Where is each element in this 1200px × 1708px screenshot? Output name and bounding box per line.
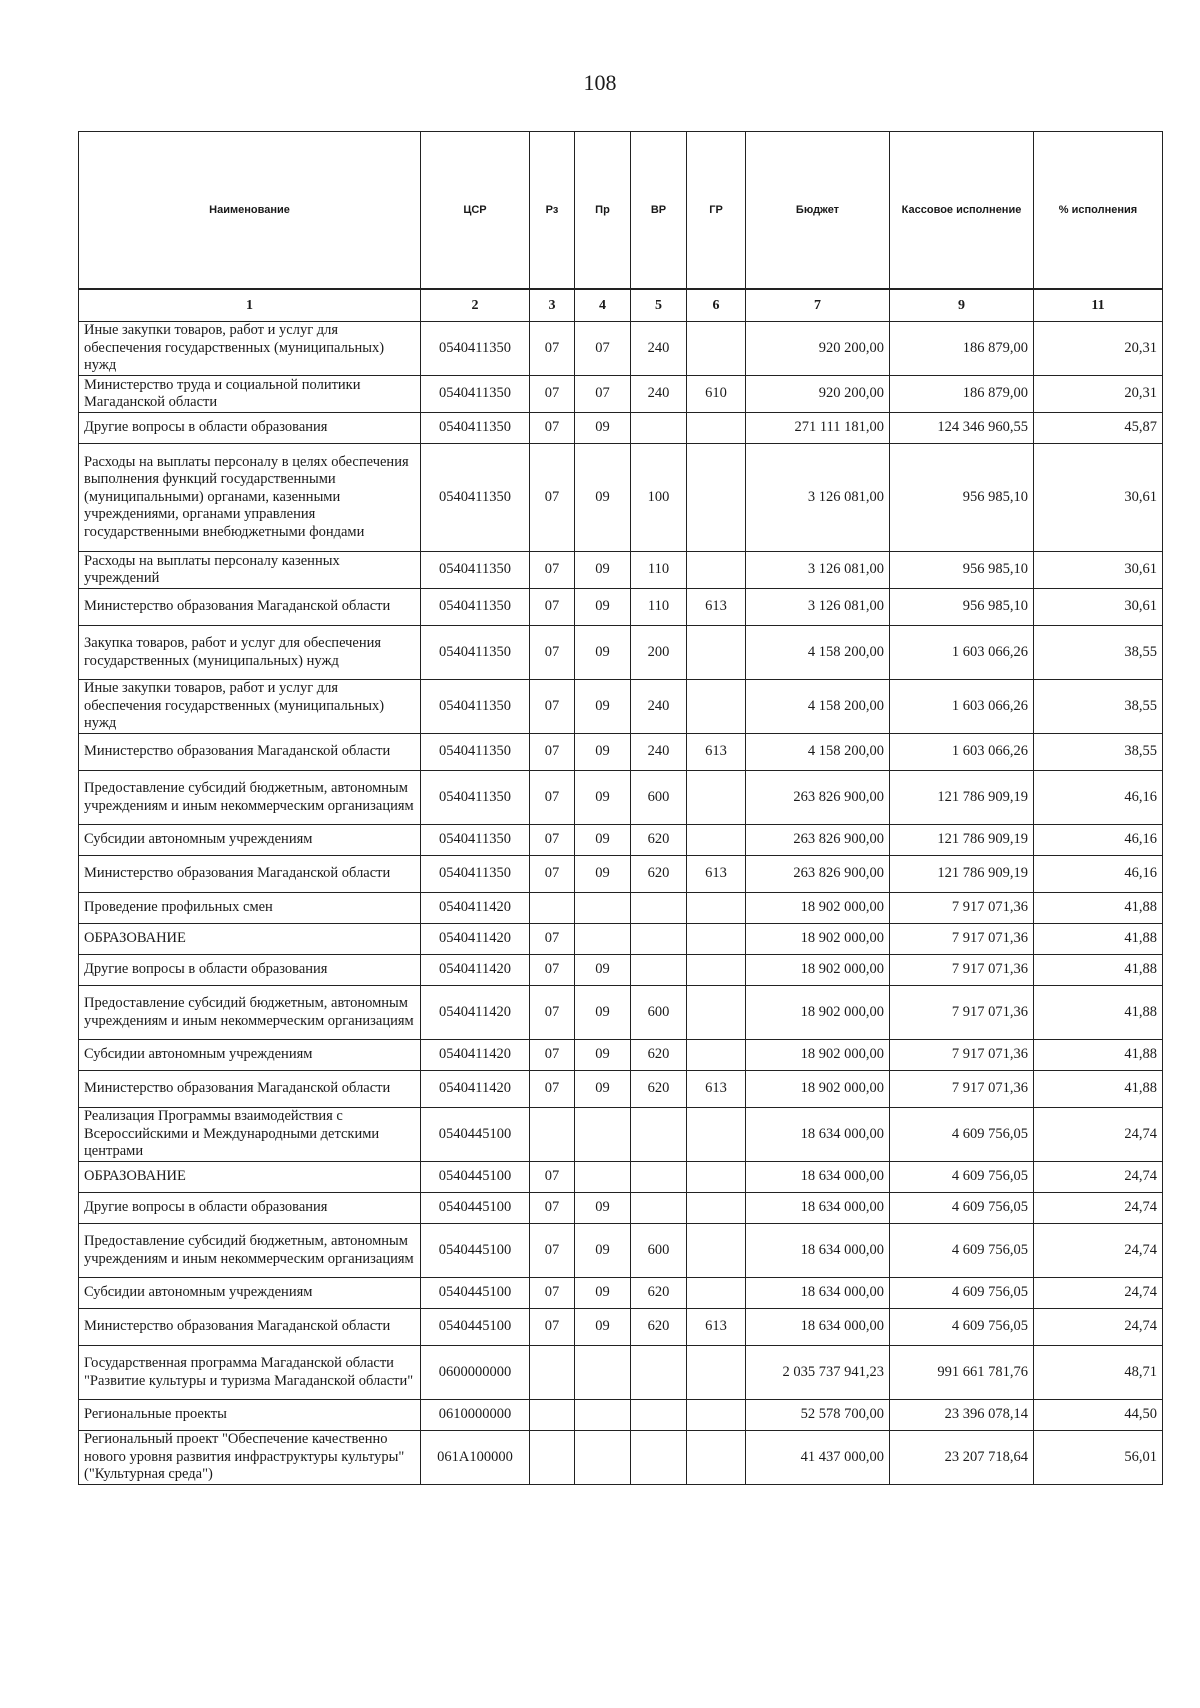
row-rz [530, 1108, 575, 1162]
row-budget: 4 158 200,00 [746, 734, 890, 771]
table-row [79, 825, 1163, 856]
row-gr [687, 680, 746, 734]
row-name: Реализация Программы взаимодействия с Всероссийскими и Международными детскими центрами [79, 1108, 421, 1162]
row-cash: 956 985,10 [890, 552, 1034, 589]
row-cash: 23 207 718,64 [890, 1431, 1034, 1485]
row-rz: 07 [530, 771, 575, 825]
row-vr: 620 [631, 856, 687, 893]
header-gr: ГР [687, 132, 746, 290]
row-name: Расходы на выплаты персоналу казенных учреждений [79, 552, 421, 589]
row-rz: 07 [530, 1193, 575, 1224]
row-gr [687, 413, 746, 444]
row-csr: 061A100000 [421, 1431, 530, 1485]
row-vr [631, 413, 687, 444]
table-row [79, 1309, 1163, 1346]
row-pr [575, 1431, 631, 1485]
row-rz: 07 [530, 376, 575, 413]
row-name: Субсидии автономным учреждениям [79, 1278, 421, 1309]
row-csr: 0540411350 [421, 734, 530, 771]
header-row [79, 132, 1163, 290]
row-csr: 0540445100 [421, 1224, 530, 1278]
row-budget: 2 035 737 941,23 [746, 1346, 890, 1400]
budget-execution-table [78, 131, 1163, 1485]
row-budget: 920 200,00 [746, 376, 890, 413]
table-row [79, 376, 1163, 413]
table-row [79, 734, 1163, 771]
header-cash-execution: Кассовое исполнение [890, 132, 1034, 290]
row-cash: 121 786 909,19 [890, 771, 1034, 825]
row-pct: 30,61 [1034, 552, 1163, 589]
row-name: Предоставление субсидий бюджетным, автономным учреждениям и иным некоммерческим организациям [79, 986, 421, 1040]
row-vr: 240 [631, 680, 687, 734]
row-pct: 41,88 [1034, 893, 1163, 924]
row-rz: 07 [530, 734, 575, 771]
row-csr: 0540445100 [421, 1108, 530, 1162]
row-cash: 7 917 071,36 [890, 924, 1034, 955]
column-number: 1 [79, 289, 421, 322]
row-vr [631, 924, 687, 955]
row-pct: 56,01 [1034, 1431, 1163, 1485]
row-pct: 24,74 [1034, 1278, 1163, 1309]
row-gr [687, 626, 746, 680]
row-pr: 09 [575, 1040, 631, 1071]
row-pct: 44,50 [1034, 1400, 1163, 1431]
table-row [79, 1162, 1163, 1193]
row-name: ОБРАЗОВАНИЕ [79, 1162, 421, 1193]
row-vr: 620 [631, 1278, 687, 1309]
row-gr [687, 1193, 746, 1224]
column-number: 7 [746, 289, 890, 322]
row-pct: 45,87 [1034, 413, 1163, 444]
row-budget: 18 634 000,00 [746, 1162, 890, 1193]
row-name: Министерство образования Магаданской области [79, 1071, 421, 1108]
row-pr [575, 1162, 631, 1193]
table-row [79, 1346, 1163, 1400]
row-gr [687, 1346, 746, 1400]
row-vr: 100 [631, 444, 687, 552]
row-vr: 620 [631, 825, 687, 856]
row-name: Министерство образования Магаданской области [79, 856, 421, 893]
row-name: Министерство образования Магаданской области [79, 589, 421, 626]
row-pct: 20,31 [1034, 322, 1163, 376]
row-gr [687, 1400, 746, 1431]
row-rz: 07 [530, 1224, 575, 1278]
row-name: Закупка товаров, работ и услуг для обеспечения государственных (муниципальных) нужд [79, 626, 421, 680]
row-budget: 18 634 000,00 [746, 1108, 890, 1162]
column-number: 9 [890, 289, 1034, 322]
row-cash: 7 917 071,36 [890, 1040, 1034, 1071]
row-csr: 0540411420 [421, 893, 530, 924]
row-pr: 09 [575, 1224, 631, 1278]
table-row [79, 413, 1163, 444]
row-cash: 1 603 066,26 [890, 680, 1034, 734]
row-gr [687, 1108, 746, 1162]
row-rz: 07 [530, 589, 575, 626]
row-name: ОБРАЗОВАНИЕ [79, 924, 421, 955]
row-vr [631, 1431, 687, 1485]
row-gr [687, 552, 746, 589]
row-pct: 24,74 [1034, 1162, 1163, 1193]
row-cash: 4 609 756,05 [890, 1278, 1034, 1309]
row-vr: 600 [631, 986, 687, 1040]
row-rz [530, 1346, 575, 1400]
table-row [79, 1040, 1163, 1071]
row-csr: 0540445100 [421, 1309, 530, 1346]
row-vr: 200 [631, 626, 687, 680]
row-rz [530, 1431, 575, 1485]
row-budget: 18 902 000,00 [746, 924, 890, 955]
row-rz: 07 [530, 680, 575, 734]
row-cash: 121 786 909,19 [890, 825, 1034, 856]
row-gr: 613 [687, 589, 746, 626]
row-csr: 0540411350 [421, 552, 530, 589]
row-budget: 18 902 000,00 [746, 986, 890, 1040]
row-budget: 3 126 081,00 [746, 589, 890, 626]
row-name: Субсидии автономным учреждениям [79, 1040, 421, 1071]
table-row [79, 1400, 1163, 1431]
table-row [79, 1071, 1163, 1108]
row-pr: 09 [575, 856, 631, 893]
header-rz: Рз [530, 132, 575, 290]
row-csr: 0540411350 [421, 589, 530, 626]
row-pr [575, 1108, 631, 1162]
row-cash: 124 346 960,55 [890, 413, 1034, 444]
row-gr [687, 924, 746, 955]
row-pct: 24,74 [1034, 1309, 1163, 1346]
row-name: Иные закупки товаров, работ и услуг для обеспечения государственных (муниципальных) нужд [79, 680, 421, 734]
row-gr [687, 1162, 746, 1193]
header-vr: ВР [631, 132, 687, 290]
row-cash: 121 786 909,19 [890, 856, 1034, 893]
row-name: Другие вопросы в области образования [79, 1193, 421, 1224]
row-budget: 4 158 200,00 [746, 626, 890, 680]
row-pr [575, 1346, 631, 1400]
row-vr: 620 [631, 1071, 687, 1108]
row-pct: 41,88 [1034, 1071, 1163, 1108]
row-csr: 0540411350 [421, 771, 530, 825]
row-cash: 4 609 756,05 [890, 1193, 1034, 1224]
row-csr: 0540411420 [421, 924, 530, 955]
row-rz: 07 [530, 924, 575, 955]
row-csr: 0540411350 [421, 413, 530, 444]
table-row [79, 589, 1163, 626]
row-pr: 09 [575, 680, 631, 734]
row-vr: 110 [631, 552, 687, 589]
row-vr [631, 893, 687, 924]
row-name: Расходы на выплаты персоналу в целях обеспечения выполнения функций государственными (муниципальными) органами, казенными учреждениями, органами управления государственными внебюджетными фондами [79, 444, 421, 552]
header-budget: Бюджет [746, 132, 890, 290]
row-pr: 09 [575, 825, 631, 856]
row-pr: 07 [575, 376, 631, 413]
row-csr: 0540411420 [421, 1040, 530, 1071]
row-pct: 41,88 [1034, 986, 1163, 1040]
row-pr: 07 [575, 322, 631, 376]
table-row [79, 680, 1163, 734]
column-number: 2 [421, 289, 530, 322]
row-vr: 240 [631, 376, 687, 413]
row-pct: 30,61 [1034, 444, 1163, 552]
row-gr: 613 [687, 856, 746, 893]
row-gr: 610 [687, 376, 746, 413]
row-cash: 7 917 071,36 [890, 986, 1034, 1040]
row-pct: 38,55 [1034, 626, 1163, 680]
table-row [79, 552, 1163, 589]
row-rz: 07 [530, 986, 575, 1040]
row-gr [687, 1040, 746, 1071]
row-pct: 46,16 [1034, 771, 1163, 825]
row-vr [631, 1346, 687, 1400]
row-budget: 18 634 000,00 [746, 1193, 890, 1224]
row-cash: 956 985,10 [890, 589, 1034, 626]
row-name: Предоставление субсидий бюджетным, автономным учреждениям и иным некоммерческим организациям [79, 771, 421, 825]
row-pr: 09 [575, 1193, 631, 1224]
row-pr: 09 [575, 1278, 631, 1309]
row-gr [687, 825, 746, 856]
row-pct: 41,88 [1034, 955, 1163, 986]
column-number: 11 [1034, 289, 1163, 322]
row-cash: 1 603 066,26 [890, 626, 1034, 680]
row-vr: 110 [631, 589, 687, 626]
table-row [79, 322, 1163, 376]
column-number: 6 [687, 289, 746, 322]
row-name: Министерство труда и социальной политики Магаданской области [79, 376, 421, 413]
row-vr [631, 1400, 687, 1431]
row-pct: 48,71 [1034, 1346, 1163, 1400]
row-name: Другие вопросы в области образования [79, 955, 421, 986]
page-number: 108 [583, 70, 617, 95]
row-cash: 186 879,00 [890, 322, 1034, 376]
row-name: Предоставление субсидий бюджетным, автономным учреждениям и иным некоммерческим организациям [79, 1224, 421, 1278]
row-pr: 09 [575, 1071, 631, 1108]
row-cash: 4 609 756,05 [890, 1224, 1034, 1278]
row-csr: 0540445100 [421, 1193, 530, 1224]
column-number: 5 [631, 289, 687, 322]
row-budget: 271 111 181,00 [746, 413, 890, 444]
row-gr [687, 955, 746, 986]
row-csr: 0600000000 [421, 1346, 530, 1400]
row-csr: 0540445100 [421, 1278, 530, 1309]
row-csr: 0540411350 [421, 376, 530, 413]
row-pr [575, 893, 631, 924]
row-cash: 991 661 781,76 [890, 1346, 1034, 1400]
row-rz: 07 [530, 1040, 575, 1071]
row-pct: 30,61 [1034, 589, 1163, 626]
row-pct: 38,55 [1034, 734, 1163, 771]
row-rz: 07 [530, 626, 575, 680]
row-csr: 0540411350 [421, 626, 530, 680]
row-rz [530, 893, 575, 924]
row-name: Другие вопросы в области образования [79, 413, 421, 444]
table-row [79, 1193, 1163, 1224]
row-gr: 613 [687, 1071, 746, 1108]
row-rz: 07 [530, 1309, 575, 1346]
table-row [79, 924, 1163, 955]
row-name: Министерство образования Магаданской области [79, 1309, 421, 1346]
row-pct: 41,88 [1034, 924, 1163, 955]
row-csr: 0540411350 [421, 322, 530, 376]
row-rz: 07 [530, 955, 575, 986]
row-vr [631, 955, 687, 986]
row-pct: 20,31 [1034, 376, 1163, 413]
row-gr [687, 322, 746, 376]
row-rz: 07 [530, 413, 575, 444]
row-budget: 263 826 900,00 [746, 771, 890, 825]
row-budget: 52 578 700,00 [746, 1400, 890, 1431]
row-cash: 7 917 071,36 [890, 893, 1034, 924]
row-csr: 0540411420 [421, 1071, 530, 1108]
row-vr: 600 [631, 771, 687, 825]
row-pr [575, 1400, 631, 1431]
row-pr: 09 [575, 444, 631, 552]
row-name: Иные закупки товаров, работ и услуг для обеспечения государственных (муниципальных) нужд [79, 322, 421, 376]
row-name: Проведение профильных смен [79, 893, 421, 924]
row-pr [575, 924, 631, 955]
row-budget: 18 634 000,00 [746, 1309, 890, 1346]
row-csr: 0610000000 [421, 1400, 530, 1431]
table-row [79, 444, 1163, 552]
row-cash: 1 603 066,26 [890, 734, 1034, 771]
row-pct: 24,74 [1034, 1193, 1163, 1224]
row-pct: 46,16 [1034, 825, 1163, 856]
row-pct: 41,88 [1034, 1040, 1163, 1071]
row-pr: 09 [575, 734, 631, 771]
row-csr: 0540445100 [421, 1162, 530, 1193]
row-gr [687, 771, 746, 825]
row-pct: 38,55 [1034, 680, 1163, 734]
row-cash: 186 879,00 [890, 376, 1034, 413]
row-pct: 24,74 [1034, 1224, 1163, 1278]
row-rz: 07 [530, 1278, 575, 1309]
row-gr [687, 893, 746, 924]
table-row [79, 1431, 1163, 1485]
column-number: 3 [530, 289, 575, 322]
table-row [79, 1108, 1163, 1162]
row-gr [687, 1278, 746, 1309]
row-gr: 613 [687, 734, 746, 771]
row-vr: 240 [631, 734, 687, 771]
row-csr: 0540411350 [421, 825, 530, 856]
row-gr [687, 444, 746, 552]
header-percent-execution: % исполнения [1034, 132, 1163, 290]
row-rz [530, 1400, 575, 1431]
row-vr [631, 1108, 687, 1162]
row-pr: 09 [575, 771, 631, 825]
row-pct: 24,74 [1034, 1108, 1163, 1162]
table-row [79, 955, 1163, 986]
row-budget: 18 634 000,00 [746, 1224, 890, 1278]
row-budget: 263 826 900,00 [746, 856, 890, 893]
row-vr: 600 [631, 1224, 687, 1278]
row-name: Министерство образования Магаданской области [79, 734, 421, 771]
column-number: 4 [575, 289, 631, 322]
row-csr: 0540411350 [421, 680, 530, 734]
row-gr: 613 [687, 1309, 746, 1346]
row-cash: 956 985,10 [890, 444, 1034, 552]
row-budget: 4 158 200,00 [746, 680, 890, 734]
row-vr: 620 [631, 1309, 687, 1346]
header-csr: ЦСР [421, 132, 530, 290]
row-name: Региональные проекты [79, 1400, 421, 1431]
row-vr: 240 [631, 322, 687, 376]
row-budget: 3 126 081,00 [746, 552, 890, 589]
row-csr: 0540411420 [421, 986, 530, 1040]
row-name: Государственная программа Магаданской области "Развитие культуры и туризма Магаданской области" [79, 1346, 421, 1400]
row-cash: 7 917 071,36 [890, 955, 1034, 986]
row-cash: 4 609 756,05 [890, 1309, 1034, 1346]
row-name: Региональный проект "Обеспечение качественно нового уровня развития инфраструктуры культуры" ("Культурная среда") [79, 1431, 421, 1485]
row-pr: 09 [575, 986, 631, 1040]
row-rz: 07 [530, 825, 575, 856]
row-cash: 4 609 756,05 [890, 1108, 1034, 1162]
row-gr [687, 1431, 746, 1485]
table-row [79, 771, 1163, 825]
row-cash: 23 396 078,14 [890, 1400, 1034, 1431]
row-cash: 7 917 071,36 [890, 1071, 1034, 1108]
row-cash: 4 609 756,05 [890, 1162, 1034, 1193]
row-pr: 09 [575, 413, 631, 444]
row-pr: 09 [575, 552, 631, 589]
row-rz: 07 [530, 1071, 575, 1108]
row-budget: 41 437 000,00 [746, 1431, 890, 1485]
row-budget: 18 634 000,00 [746, 1278, 890, 1309]
header-pr: Пр [575, 132, 631, 290]
row-budget: 3 126 081,00 [746, 444, 890, 552]
table-row [79, 626, 1163, 680]
header-name: Наименование [79, 132, 421, 290]
row-rz: 07 [530, 1162, 575, 1193]
row-csr: 0540411350 [421, 856, 530, 893]
row-csr: 0540411420 [421, 955, 530, 986]
row-budget: 18 902 000,00 [746, 1040, 890, 1071]
row-budget: 18 902 000,00 [746, 893, 890, 924]
row-gr [687, 1224, 746, 1278]
row-gr [687, 986, 746, 1040]
table-row [79, 986, 1163, 1040]
row-csr: 0540411350 [421, 444, 530, 552]
table-row [79, 893, 1163, 924]
column-number-row [79, 289, 1163, 322]
row-pr: 09 [575, 955, 631, 986]
table-row [79, 856, 1163, 893]
row-pr: 09 [575, 626, 631, 680]
row-budget: 920 200,00 [746, 322, 890, 376]
row-rz: 07 [530, 856, 575, 893]
row-vr: 620 [631, 1040, 687, 1071]
row-pct: 46,16 [1034, 856, 1163, 893]
row-pr: 09 [575, 589, 631, 626]
row-rz: 07 [530, 552, 575, 589]
row-rz: 07 [530, 444, 575, 552]
row-pr: 09 [575, 1309, 631, 1346]
row-budget: 18 902 000,00 [746, 1071, 890, 1108]
table-row [79, 1278, 1163, 1309]
row-vr [631, 1193, 687, 1224]
row-vr [631, 1162, 687, 1193]
row-budget: 18 902 000,00 [746, 955, 890, 986]
row-rz: 07 [530, 322, 575, 376]
row-budget: 263 826 900,00 [746, 825, 890, 856]
table-row [79, 1224, 1163, 1278]
row-name: Субсидии автономным учреждениям [79, 825, 421, 856]
